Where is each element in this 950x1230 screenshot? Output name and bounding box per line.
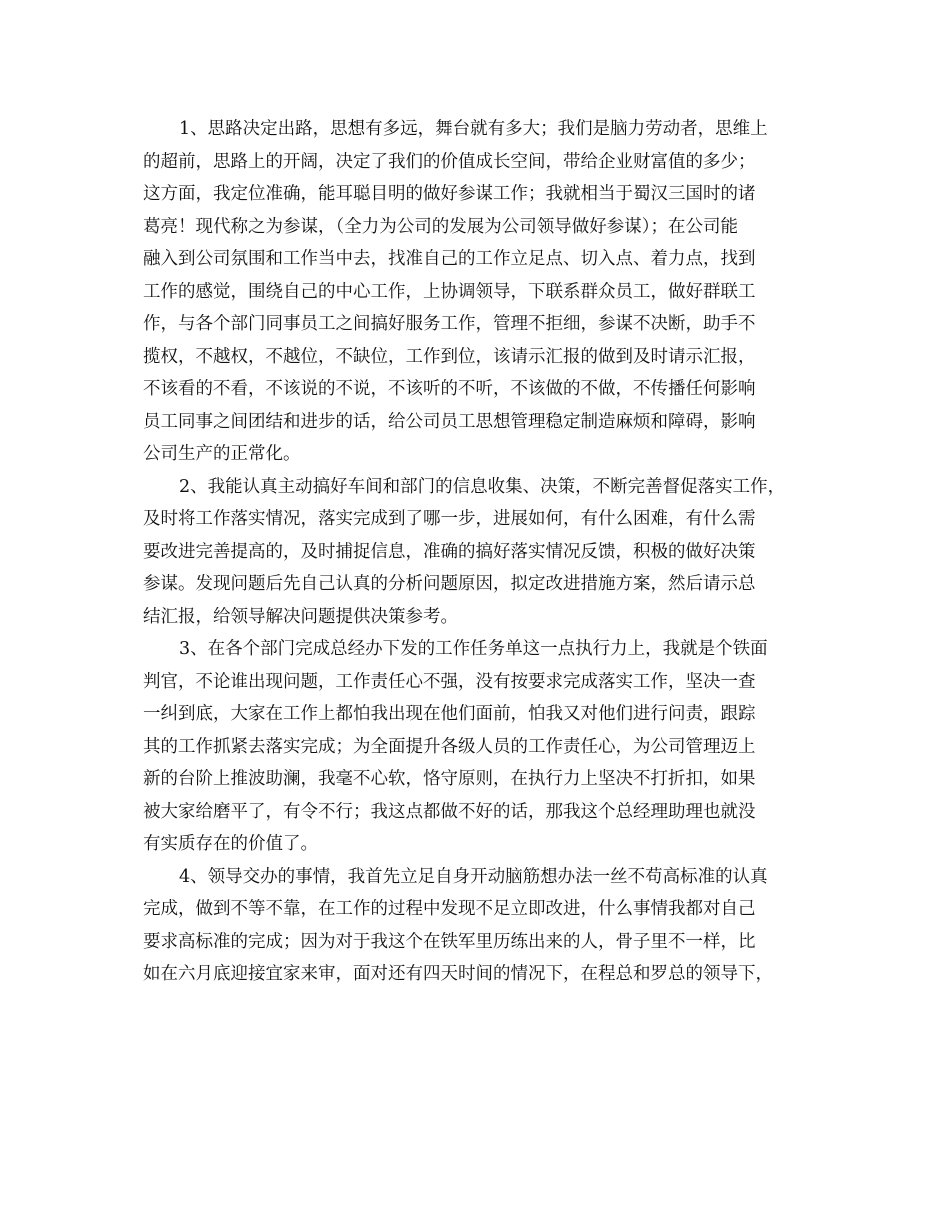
paragraph-2 [143,471,807,634]
text-line: 如在六月底迎接宜家来审，面对还有四天时间的情况下，在程总和罗总的领导下， [143,964,773,984]
text-line: 3、在各个部门完成总经办下发的工作任务单这一点执行力上，我就是个铁面 [179,639,768,659]
text-line: 2、我能认真主动搞好车间和部门的信息收集、决策，不断完善督促落实工作， [179,476,786,497]
paragraph-3 [143,633,807,861]
text-line: 完成，做到不等不靠，在工作的过程中发现不足立即改进，什么事情我都对自己 [143,899,756,919]
text-line: 这方面，我定位准确，能耳聪目明的做好参谋工作；我就相当于蜀汉三国时的诸 [143,184,756,204]
text-line: 揽权，不越权，不越位，不缺位，工作到位，该请示汇报的做到及时请示汇报， [143,346,756,367]
text-line: 其的工作抓紧去落实完成；为全面提升各级人员的工作责任心，为公司管理迈上 [143,736,756,757]
text-line: 及时将工作落实情况，落实完成到了哪一步，进展如何，有什么困难，有什么需 [143,509,756,529]
text-line: 工作的感觉，围绕自己的中心工作，上协调领导，下联系群众员工，做好群联工 [143,281,756,302]
paragraph-4 [143,861,807,991]
text-line: 有实质存在的价值了。 [143,834,318,854]
text-line: 一纠到底，大家在工作上都怕我出现在他们面前，怕我又对他们进行问责，跟踪 [143,704,756,724]
text-line: 不该看的不看，不该说的不说，不该听的不听，不该做的不做，不传播任何影响 [143,379,756,399]
text-line: 作，与各个部门同事员工之间搞好服务工作，管理不拒细，参谋不决断，助手不 [143,314,756,334]
text-line: 结汇报，给领导解决问题提供决策参考。 [143,606,458,627]
text-line: 的超前，思路上的开阔，决定了我们的价值成长空间，带给企业财富值的多少； [143,151,756,172]
text-line: 1、思路决定出路，思想有多远，舞台就有多大；我们是脑力劳动者，思维上 [179,119,768,139]
text-line: 4、领导交办的事情，我首先立足自身开动脑筋想办法一丝不苟高标准的认真 [179,866,768,887]
text-line: 要求高标准的完成；因为对于我这个在铁军里历练出来的人，骨子里不一样，比 [143,931,756,952]
text-line: 公司生产的正常化。 [143,444,301,464]
paragraph-1 [143,113,807,471]
text-line: 新的台阶上推波助澜，我毫不心软，恪守原则，在执行力上坚决不打折扣，如果 [143,769,756,789]
text-line: 葛亮！现代称之为参谋，（全力为公司的发展为公司领导做好参谋）；在公司能 [143,216,738,237]
text-line: 判官，不论谁出现问题，工作责任心不强，没有按要求完成落实工作，坚决一查 [143,671,756,692]
text-line: 被大家给磨平了，有令不行；我这点都做不好的话，那我这个总经理助理也就没 [143,801,756,822]
text-line: 员工同事之间团结和进步的话，给公司员工思想管理稳定制造麻烦和障碍，影响 [143,411,756,432]
text-line: 参谋。发现问题后先自己认真的分析问题原因，拟定改进措施方案，然后请示总 [143,574,756,594]
document-body [143,113,807,991]
text-line: 要改进完善提高的，及时捕捉信息，准确的搞好落实情况反馈，积极的做好决策 [143,541,756,562]
text-line: 融入到公司氛围和工作当中去，找准自己的工作立足点、切入点、着力点，找到 [143,249,756,269]
